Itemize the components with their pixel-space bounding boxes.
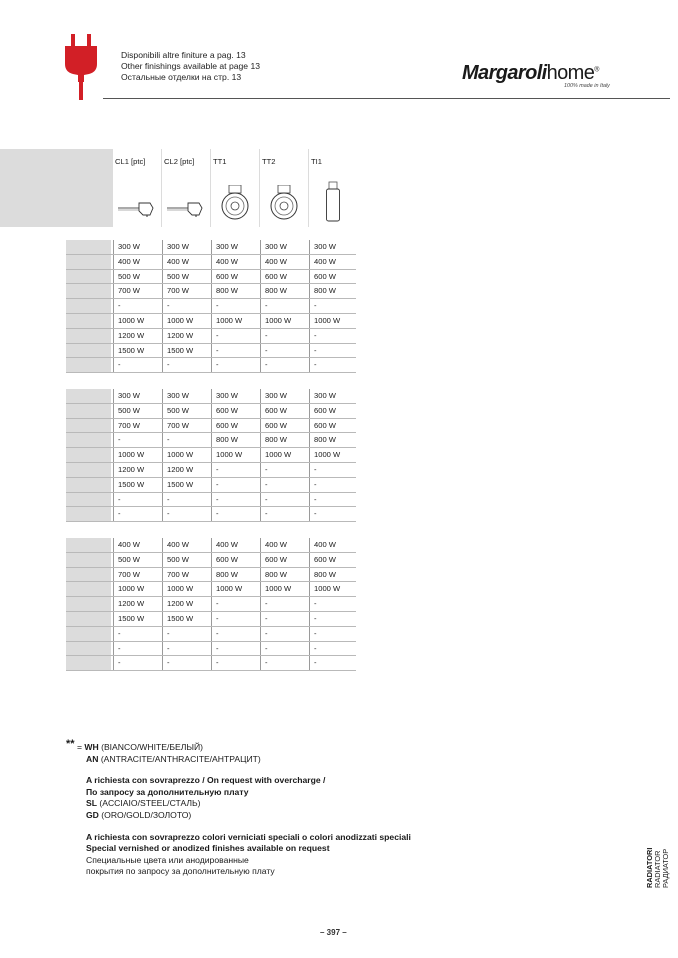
power-cell: 1200 W — [113, 329, 162, 343]
power-cell: 800 W — [211, 433, 260, 447]
power-cell: - — [162, 299, 211, 313]
table-row — [66, 597, 356, 612]
power-cell: - — [113, 493, 162, 507]
power-cell: 300 W — [211, 389, 260, 403]
row-label-cell — [66, 270, 111, 284]
power-cell: 500 W — [162, 404, 211, 418]
power-cell: 700 W — [162, 284, 211, 298]
power-cell: 400 W — [211, 255, 260, 269]
power-cell: - — [309, 344, 356, 358]
row-label-cell — [66, 627, 111, 641]
finish-code-sl: SL — [86, 798, 97, 809]
power-cell: - — [309, 507, 356, 521]
power-cell: 1000 W — [309, 314, 356, 328]
power-cell: 800 W — [309, 568, 356, 582]
power-cell: 700 W — [113, 568, 162, 582]
table-row — [66, 389, 356, 404]
finish-desc-sl: (ACCIAIO/STEEL/СТАЛЬ) — [99, 798, 201, 809]
power-cell: - — [113, 507, 162, 521]
side-label-ru: РАДИАТОР — [661, 848, 670, 888]
power-cell: 300 W — [260, 389, 309, 403]
power-cell: - — [309, 612, 356, 626]
power-cell: 800 W — [260, 433, 309, 447]
power-cell: 300 W — [113, 240, 162, 254]
power-cell: - — [162, 642, 211, 656]
power-table-3 — [66, 538, 356, 671]
row-label-cell — [66, 240, 111, 254]
power-cell: - — [211, 344, 260, 358]
footnote-marker: ** — [66, 738, 75, 750]
brand-tagline: 100% made in Italy — [564, 83, 610, 89]
power-cell: 600 W — [309, 270, 356, 284]
availability-note — [121, 50, 260, 83]
row-label-cell — [66, 612, 111, 626]
power-cell: 1000 W — [211, 314, 260, 328]
power-cell: 1500 W — [113, 344, 162, 358]
power-cell: 500 W — [113, 553, 162, 567]
power-cell: 300 W — [162, 389, 211, 403]
model-column-cl1 — [113, 149, 161, 227]
table-row — [66, 478, 356, 493]
table-row — [66, 344, 356, 359]
row-label-cell — [66, 478, 111, 492]
row-label-cell — [66, 493, 111, 507]
special-note-4: покрытия по запросу за дополнительную плату — [86, 866, 275, 877]
power-cell: 600 W — [260, 270, 309, 284]
table-row — [66, 329, 356, 344]
power-cell: - — [211, 656, 260, 670]
power-cell: - — [309, 627, 356, 641]
power-table-1 — [66, 240, 356, 373]
table-row — [66, 270, 356, 285]
power-cell: - — [260, 344, 309, 358]
finish-code-gd: GD — [86, 809, 99, 820]
row-label-cell — [66, 507, 111, 521]
availability-line-en: Other finishings available at page 13 — [121, 61, 261, 71]
special-note-1: A richiesta con sovraprezzo colori verniciati speciali o colori anodizzati speciali — [86, 831, 411, 842]
power-cell: - — [260, 612, 309, 626]
table-row — [66, 507, 356, 522]
special-note-3: Специальные цвета или анодированные — [86, 854, 249, 865]
brand-main: Margaroli — [462, 62, 547, 84]
power-cell: - — [309, 358, 356, 372]
model-code: TT1 — [213, 157, 227, 166]
table-row — [66, 656, 356, 671]
table-row — [66, 553, 356, 568]
brand-home: home — [546, 62, 595, 84]
table-row — [66, 358, 356, 373]
power-cell: 600 W — [211, 270, 260, 284]
power-cell: 1200 W — [113, 597, 162, 611]
power-cell: - — [309, 299, 356, 313]
model-code: TI1 — [311, 157, 322, 166]
finish-notes: ** = WH (BIANCO/WHITE/БЕЛЫЙ) AN (ANTRACITE/ANTHRACITE/АНТРАЦИТ) A richiesta con sovraprezzo / On request with overcharge / По запросу за дополнительную плату SL (ACCIAIO/STEEL/СТАЛЬ) GD (ORO/GOLD/ЗОЛОТО) A richiesta con sovraprezzo colori verniciati speciali o colori anodizzati speciali Special vernished or anodized finishes available on request Специальные цвета или анодированные покрытия по запросу за дополнительную плату — [66, 738, 411, 877]
power-cell: - — [211, 612, 260, 626]
power-cell: 300 W — [162, 240, 211, 254]
power-cell: 1500 W — [113, 612, 162, 626]
power-cell: - — [309, 329, 356, 343]
table-row — [66, 448, 356, 463]
power-cell: 1000 W — [211, 582, 260, 596]
power-cell: 400 W — [260, 538, 309, 552]
power-cell: - — [211, 493, 260, 507]
power-cell: - — [162, 358, 211, 372]
power-cell: - — [211, 329, 260, 343]
power-cell: 1000 W — [211, 448, 260, 462]
table-row — [66, 314, 356, 329]
row-label-cell — [66, 568, 111, 582]
power-cell: 300 W — [309, 389, 356, 403]
power-cell: - — [260, 656, 309, 670]
power-cell: - — [211, 507, 260, 521]
power-cell: - — [260, 478, 309, 492]
row-label-cell — [66, 642, 111, 656]
power-cell: - — [162, 433, 211, 447]
power-cell: 300 W — [113, 389, 162, 403]
power-cell: 400 W — [309, 255, 356, 269]
power-cell: 300 W — [211, 240, 260, 254]
power-cell: - — [162, 493, 211, 507]
finish-code-wh: WH — [84, 742, 99, 752]
power-cell: - — [260, 463, 309, 477]
power-cell: 1000 W — [162, 448, 211, 462]
table-row — [66, 612, 356, 627]
row-label-cell — [66, 582, 111, 596]
power-cell: - — [309, 642, 356, 656]
power-cell: 1000 W — [113, 582, 162, 596]
power-cell: 1000 W — [260, 314, 309, 328]
cylinder-element-icon — [325, 181, 341, 223]
power-cell: - — [113, 433, 162, 447]
row-label-cell — [66, 255, 111, 269]
row-label-cell — [66, 404, 111, 418]
table-row — [66, 433, 356, 448]
power-cell: - — [309, 493, 356, 507]
power-cell: - — [211, 642, 260, 656]
power-cell: 800 W — [260, 284, 309, 298]
power-cell: - — [162, 507, 211, 521]
brand-logo — [462, 62, 622, 98]
table-row — [66, 299, 356, 314]
row-label-cell — [66, 344, 111, 358]
finish-desc-an: (ANTRACITE/ANTHRACITE/АНТРАЦИТ) — [100, 753, 261, 764]
power-cell: - — [113, 299, 162, 313]
row-label-cell — [66, 433, 111, 447]
power-cell: - — [309, 463, 356, 477]
table-row — [66, 568, 356, 583]
cable-plug-icon — [166, 199, 206, 217]
power-cell: - — [211, 358, 260, 372]
table-row — [66, 582, 356, 597]
power-cell: 600 W — [260, 404, 309, 418]
row-label-cell — [66, 358, 111, 372]
row-label-cell — [66, 448, 111, 462]
power-cell: 1500 W — [162, 612, 211, 626]
table-row — [66, 463, 356, 478]
power-cell: 600 W — [211, 419, 260, 433]
power-cell: - — [211, 597, 260, 611]
table-row — [66, 538, 356, 553]
power-cell: 700 W — [113, 284, 162, 298]
power-cell: 1200 W — [162, 597, 211, 611]
power-cell: 800 W — [211, 568, 260, 582]
table-row — [66, 419, 356, 434]
power-cell: 1000 W — [162, 314, 211, 328]
row-label-cell — [66, 538, 111, 552]
power-cell: 400 W — [113, 255, 162, 269]
power-cell: - — [113, 627, 162, 641]
cable-plug-icon — [117, 199, 157, 217]
row-label-cell — [66, 553, 111, 567]
power-cell: 1500 W — [162, 344, 211, 358]
power-cell: 400 W — [260, 255, 309, 269]
side-label-it: RADIATORI — [645, 847, 654, 888]
brand-registered-mark: ® — [594, 66, 599, 74]
request-note-2: По запросу за дополнительную плату — [86, 786, 249, 797]
row-label-cell — [66, 597, 111, 611]
power-cell: - — [260, 507, 309, 521]
power-cell: 600 W — [309, 404, 356, 418]
table-row — [66, 493, 356, 508]
finish-code-an: AN — [86, 753, 99, 764]
finish-desc-wh: (BIANCO/WHITE/БЕЛЫЙ) — [101, 742, 204, 752]
table-row — [66, 284, 356, 299]
power-cell: 400 W — [113, 538, 162, 552]
power-cell: 700 W — [162, 568, 211, 582]
power-cell: - — [211, 627, 260, 641]
row-label-cell — [66, 389, 111, 403]
row-label-cell — [66, 284, 111, 298]
table-row — [66, 642, 356, 657]
power-cell: 300 W — [309, 240, 356, 254]
power-cell: 500 W — [162, 270, 211, 284]
power-cell: - — [113, 358, 162, 372]
table-row — [66, 240, 356, 255]
power-cell: 400 W — [211, 538, 260, 552]
power-cell: 1200 W — [162, 329, 211, 343]
power-cell: - — [162, 627, 211, 641]
power-cell: 1000 W — [309, 448, 356, 462]
power-cell: 1000 W — [162, 582, 211, 596]
power-cell: 1000 W — [260, 448, 309, 462]
row-label-cell — [66, 656, 111, 670]
special-note-2: Special vernished or anodized finishes available on request — [86, 843, 330, 854]
row-label-cell — [66, 299, 111, 313]
power-cell: - — [162, 656, 211, 670]
power-cell: 700 W — [162, 419, 211, 433]
side-label-en: RADIATOR — [653, 850, 662, 888]
model-code: CL2 [ptc] — [164, 157, 195, 166]
header-divider — [103, 98, 670, 99]
power-cell: - — [309, 478, 356, 492]
row-label-cell — [66, 314, 111, 328]
power-cell: - — [309, 656, 356, 670]
availability-line-it: Disponibili altre finiture a pag. 13 — [121, 50, 246, 60]
power-cell: 1200 W — [162, 463, 211, 477]
power-cell: - — [113, 642, 162, 656]
row-label-cell — [66, 463, 111, 477]
power-cell: - — [260, 597, 309, 611]
power-cell: 500 W — [113, 270, 162, 284]
power-cell: 1000 W — [113, 314, 162, 328]
power-cell: 500 W — [113, 404, 162, 418]
power-cell: 1000 W — [113, 448, 162, 462]
section-side-label — [646, 848, 678, 888]
power-cell: 600 W — [211, 404, 260, 418]
power-cell: - — [260, 329, 309, 343]
electric-plug-icon — [62, 34, 100, 100]
model-code: CL1 [ptc] — [115, 157, 146, 166]
table-row — [66, 627, 356, 642]
power-cell: - — [260, 358, 309, 372]
power-cell: 1000 W — [309, 582, 356, 596]
finish-desc-gd: (ORO/GOLD/ЗОЛОТО) — [101, 809, 192, 820]
round-thermostat-icon — [269, 185, 299, 221]
model-column-ti1 — [309, 149, 356, 227]
power-cell: 400 W — [309, 538, 356, 552]
power-cell: - — [211, 299, 260, 313]
power-cell: 800 W — [309, 284, 356, 298]
power-cell: 300 W — [260, 240, 309, 254]
table-row — [66, 255, 356, 270]
power-cell: 700 W — [113, 419, 162, 433]
power-cell: 600 W — [260, 553, 309, 567]
power-cell: 1000 W — [260, 582, 309, 596]
power-cell: - — [260, 627, 309, 641]
power-cell: - — [260, 299, 309, 313]
round-thermostat-icon — [220, 185, 250, 221]
request-note-1: A richiesta con sovraprezzo / On request with overcharge / — [86, 775, 326, 786]
power-cell: 500 W — [162, 553, 211, 567]
model-column-tt1 — [211, 149, 259, 227]
model-code: TT2 — [262, 157, 276, 166]
power-cell: 600 W — [309, 419, 356, 433]
table-row — [66, 404, 356, 419]
power-cell: 600 W — [309, 553, 356, 567]
power-cell: 1500 W — [162, 478, 211, 492]
power-cell: - — [211, 478, 260, 492]
power-cell: - — [309, 597, 356, 611]
power-cell: 600 W — [260, 419, 309, 433]
model-column-cl2 — [162, 149, 210, 227]
availability-line-ru: Остальные отделки на стр. 13 — [121, 72, 242, 82]
model-column-tt2 — [260, 149, 308, 227]
power-cell: 800 W — [211, 284, 260, 298]
power-cell: - — [260, 493, 309, 507]
power-cell: 400 W — [162, 255, 211, 269]
power-cell: - — [113, 656, 162, 670]
row-label-cell — [66, 419, 111, 433]
power-cell: - — [211, 463, 260, 477]
power-cell: 800 W — [309, 433, 356, 447]
power-cell: - — [260, 642, 309, 656]
page-number: – 397 – — [320, 928, 347, 937]
row-label-cell — [66, 329, 111, 343]
power-cell: 1200 W — [113, 463, 162, 477]
power-cell: 600 W — [211, 553, 260, 567]
power-table-2 — [66, 389, 356, 522]
power-cell: 400 W — [162, 538, 211, 552]
power-cell: 800 W — [260, 568, 309, 582]
power-cell: 1500 W — [113, 478, 162, 492]
